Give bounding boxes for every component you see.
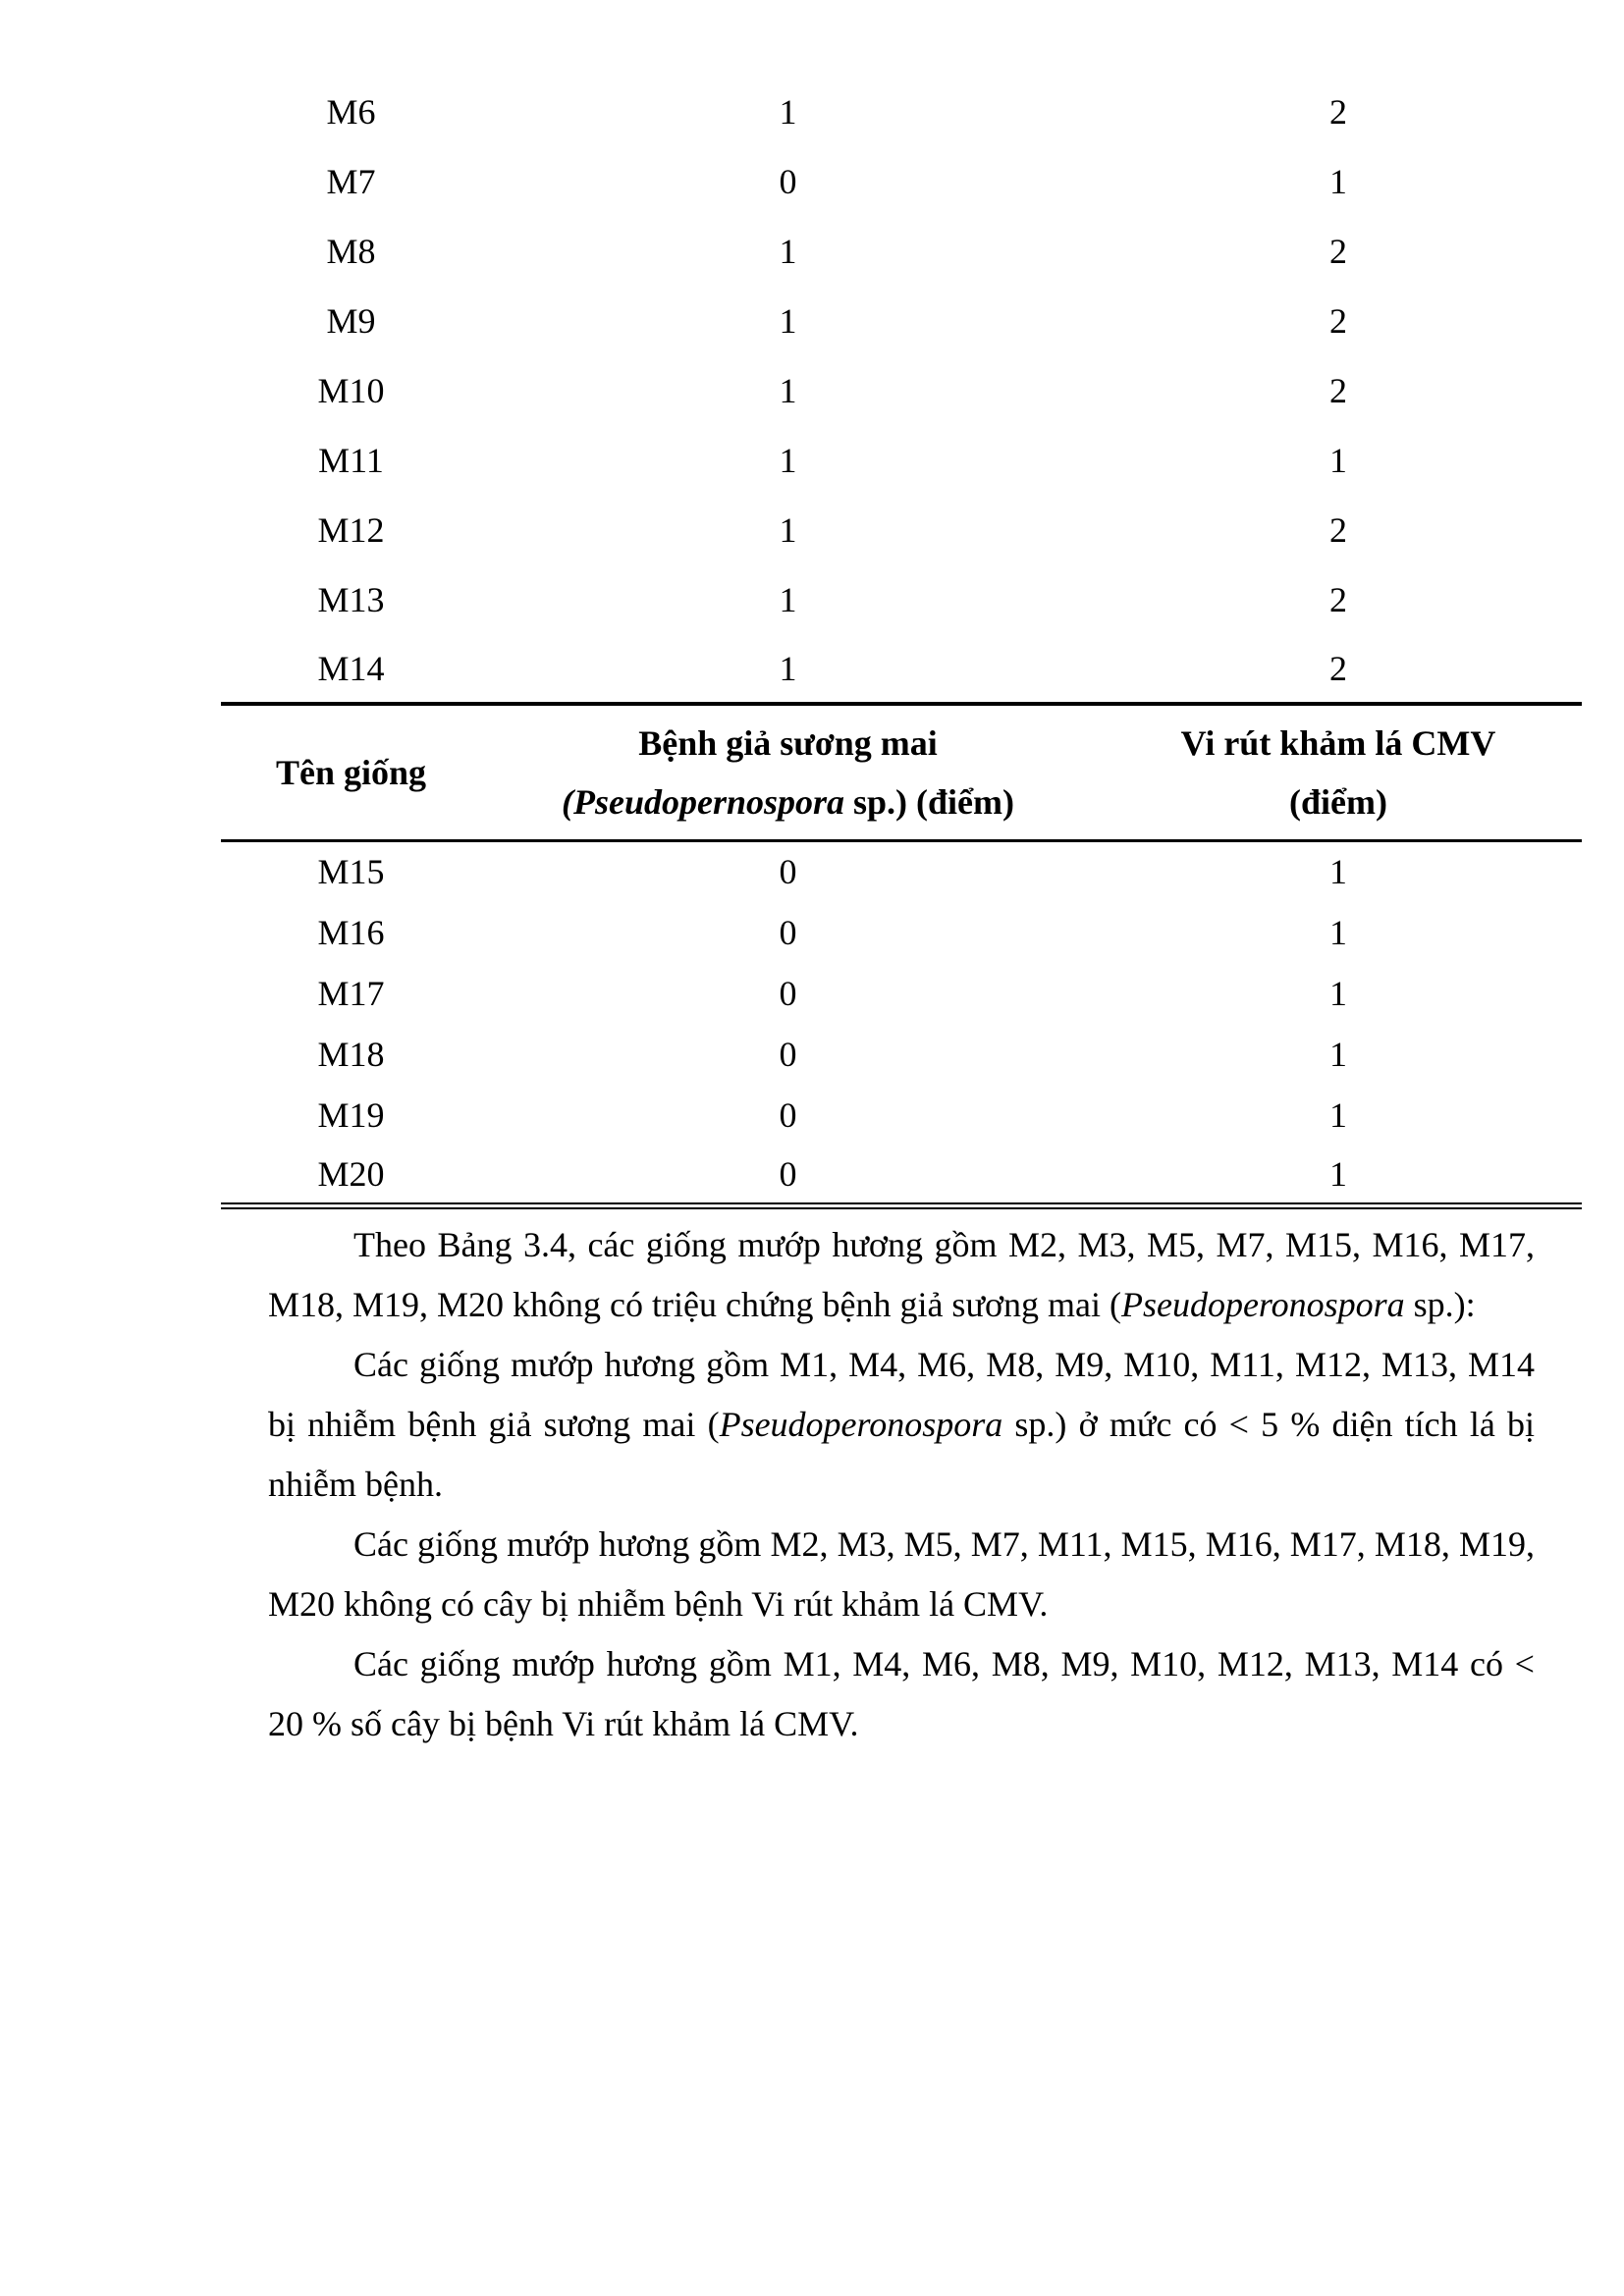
- cell-cmv-score: 2: [1329, 91, 1347, 132]
- header-cmv-line2: (điểm): [1289, 782, 1387, 822]
- cell-cmv-score: 1: [1329, 1153, 1347, 1194]
- column-header-mildew: [481, 704, 1095, 841]
- column-header-variety: [221, 704, 481, 841]
- cell-variety-name: M19: [317, 1095, 385, 1135]
- table-row: [221, 564, 1582, 634]
- cell-mildew-score: 1: [779, 91, 797, 132]
- cell-mildew-score: 0: [779, 973, 797, 1013]
- table-row: [221, 841, 1582, 902]
- cell-mildew-score: 1: [779, 370, 797, 410]
- table-row: [221, 963, 1582, 1024]
- cell-mildew-score: 0: [779, 1153, 797, 1194]
- table-row: [221, 1024, 1582, 1085]
- cell-cmv-score: 1: [1329, 912, 1347, 952]
- header-mildew-line1: Bệnh giả sương mai: [638, 723, 938, 763]
- column-header-cmv: [1095, 704, 1582, 841]
- table-row: [221, 355, 1582, 425]
- cell-cmv-score: 2: [1329, 231, 1347, 271]
- disease-score-table: [221, 77, 1582, 1209]
- cell-mildew-score: 1: [779, 509, 797, 550]
- cell-variety-name: M11: [318, 440, 384, 480]
- cell-variety-name: M17: [317, 973, 385, 1013]
- table-row: [221, 902, 1582, 963]
- cell-cmv-score: 2: [1329, 648, 1347, 688]
- body-text: [268, 1215, 1535, 1754]
- cell-variety-name: M14: [317, 648, 385, 688]
- table-row: [221, 425, 1582, 495]
- cell-variety-name: M10: [317, 370, 385, 410]
- paragraph-cmv-infected: Các giống mướp hương gồm M1, M4, M6, M8, M9, M10, M12, M13, M14 có < 20 % số cây bị bệnh Vi rút khảm lá CMV.: [268, 1644, 1535, 1743]
- cell-cmv-score: 1: [1329, 1034, 1347, 1074]
- table-section-m15-m20: [221, 841, 1582, 1206]
- header-mildew-line2: (Pseudopernospora sp.) (điểm): [561, 782, 1015, 822]
- cell-mildew-score: 1: [779, 648, 797, 688]
- table-row: [221, 286, 1582, 355]
- cell-mildew-score: 0: [779, 161, 797, 201]
- cell-cmv-score: 1: [1329, 973, 1347, 1013]
- cell-mildew-score: 0: [779, 912, 797, 952]
- cell-variety-name: M20: [317, 1153, 385, 1194]
- paragraph-mildew-infected: Các giống mướp hương gồm M1, M4, M6, M8, M9, M10, M11, M12, M13, M14 bị nhiễm bệnh giả sương mai (Pseudoperonospora sp.) ở mức có < 5 % diện tích lá bị nhiễm bệnh.: [268, 1345, 1535, 1504]
- cell-mildew-score: 1: [779, 579, 797, 619]
- cell-variety-name: M15: [317, 852, 385, 892]
- table-row: [221, 216, 1582, 286]
- cell-mildew-score: 1: [779, 231, 797, 271]
- header-cmv-line1: Vi rút khảm lá CMV: [1180, 723, 1496, 763]
- cell-cmv-score: 2: [1329, 300, 1347, 341]
- cell-mildew-score: 0: [779, 1095, 797, 1135]
- cell-cmv-score: 1: [1329, 440, 1347, 480]
- table-row: [221, 1085, 1582, 1146]
- table-row: [221, 495, 1582, 564]
- cell-variety-name: M12: [317, 509, 385, 550]
- header-variety-label: Tên giống: [275, 753, 427, 792]
- table-row: [221, 1146, 1582, 1206]
- cell-variety-name: M7: [326, 161, 376, 201]
- cell-cmv-score: 1: [1329, 1095, 1347, 1135]
- cell-variety-name: M13: [317, 579, 385, 619]
- cell-variety-name: M9: [326, 300, 376, 341]
- cell-mildew-score: 1: [779, 440, 797, 480]
- cell-cmv-score: 2: [1329, 370, 1347, 410]
- cell-mildew-score: 0: [779, 1034, 797, 1074]
- cell-variety-name: M18: [317, 1034, 385, 1074]
- table-row: [221, 634, 1582, 704]
- cell-cmv-score: 2: [1329, 509, 1347, 550]
- cell-cmv-score: 1: [1329, 161, 1347, 201]
- cell-variety-name: M8: [326, 231, 376, 271]
- table-section-m6-m14: [221, 77, 1582, 704]
- cell-variety-name: M16: [317, 912, 385, 952]
- cell-cmv-score: 1: [1329, 852, 1347, 892]
- disease-score-table-wrap: [221, 77, 1582, 1209]
- cell-mildew-score: 1: [779, 300, 797, 341]
- paragraph-mildew-free: Theo Bảng 3.4, các giống mướp hương gồm M2, M3, M5, M7, M15, M16, M17, M18, M19, M20 không có triệu chứng bệnh giả sương mai (Pseudoperonospora sp.):: [268, 1225, 1535, 1324]
- cell-mildew-score: 0: [779, 852, 797, 892]
- table-row: [221, 77, 1582, 146]
- table-header-row: [221, 704, 1582, 841]
- cell-cmv-score: 2: [1329, 579, 1347, 619]
- table-row: [221, 146, 1582, 216]
- table-header-block: [221, 704, 1582, 841]
- paragraph-cmv-free: Các giống mướp hương gồm M2, M3, M5, M7, M11, M15, M16, M17, M18, M19, M20 không có cây bị nhiễm bệnh Vi rút khảm lá CMV.: [268, 1524, 1535, 1624]
- cell-variety-name: M6: [326, 91, 376, 132]
